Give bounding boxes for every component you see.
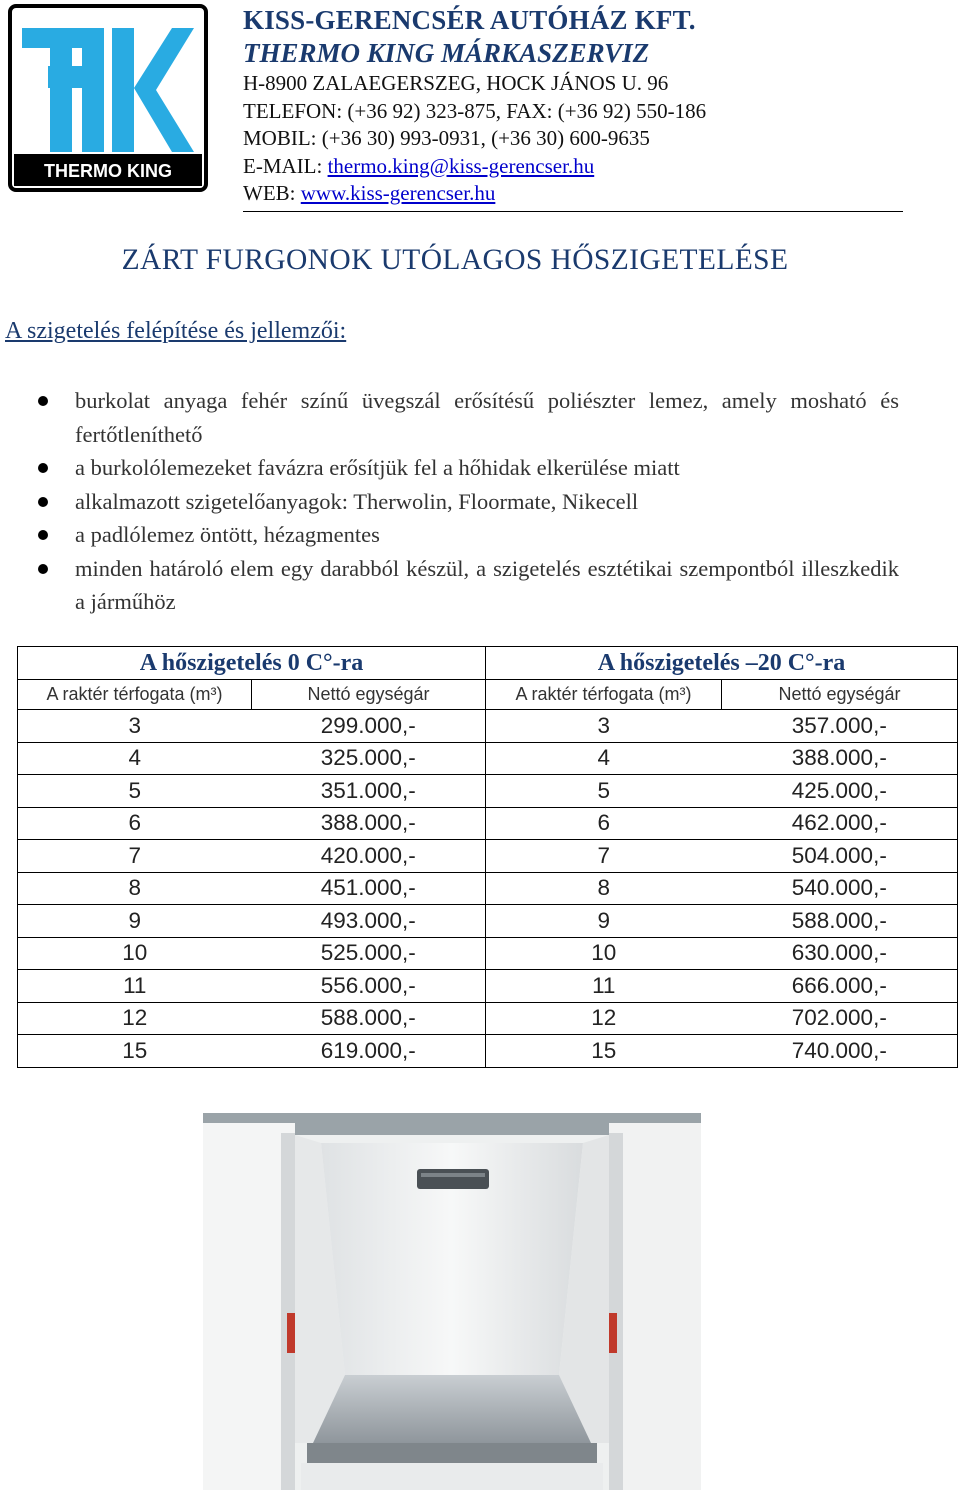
price-cell: 630.000,- — [722, 937, 958, 970]
price-cell: 388.000,- — [722, 742, 958, 775]
price-cell: 351.000,- — [252, 775, 486, 808]
price-cell: 525.000,- — [252, 937, 486, 970]
list-item — [37, 451, 899, 485]
logo-wordmark: THERMO KING — [44, 161, 172, 181]
volume-cell: 8 — [18, 872, 252, 905]
company-name: KISS-GERENCSÉR AUTÓHÁZ KFT. — [243, 5, 696, 35]
price-cell: 504.000,- — [722, 840, 958, 873]
price-cell: 493.000,- — [252, 905, 486, 938]
volume-cell: 6 — [486, 807, 722, 840]
thermo-king-logo — [8, 4, 208, 192]
table-row — [18, 1035, 958, 1068]
bullet-icon — [38, 396, 48, 406]
section-heading: A szigetelés felépítése és jellemzői: — [5, 318, 347, 344]
volume-cell: 12 — [486, 1002, 722, 1035]
list-item — [37, 552, 899, 619]
volume-cell: 4 — [486, 742, 722, 775]
volume-cell: 10 — [18, 937, 252, 970]
price-cell: 666.000,- — [722, 970, 958, 1003]
volume-cell: 4 — [18, 742, 252, 775]
price-cell: 299.000,- — [252, 710, 486, 743]
column-header-volume: A raktér térfogata (m³) — [486, 680, 722, 710]
price-cell: 619.000,- — [252, 1035, 486, 1068]
email-line — [243, 153, 903, 181]
table-row — [18, 937, 958, 970]
table-row — [18, 807, 958, 840]
bullet-icon — [38, 530, 48, 540]
volume-cell: 6 — [18, 807, 252, 840]
group-header-minus20c: A hőszigetelés –20 C°-ra — [486, 647, 958, 680]
email-label: E-MAIL: — [243, 153, 328, 178]
table-row — [18, 710, 958, 743]
header-divider — [243, 211, 903, 212]
table-row — [18, 742, 958, 775]
bullet-icon — [38, 497, 48, 507]
volume-cell: 11 — [18, 970, 252, 1003]
volume-cell: 7 — [486, 840, 722, 873]
van-interior-image — [203, 1113, 701, 1490]
table-row — [18, 840, 958, 873]
page-title: ZÁRT FURGONOK UTÓLAGOS HŐSZIGETELÉSE — [121, 244, 789, 276]
volume-cell: 15 — [18, 1035, 252, 1068]
price-table-body — [18, 710, 958, 1068]
table-row — [18, 970, 958, 1003]
price-cell: 357.000,- — [722, 710, 958, 743]
feature-text: a padlólemez öntött, hézagmentes — [75, 522, 380, 547]
column-header-price: Nettó egységár — [722, 680, 958, 710]
web-label: WEB: — [243, 181, 301, 205]
bullet-icon — [38, 564, 48, 574]
phone-fax: TELEFON: (+36 92) 323-875, FAX: (+36 92) 550-186 — [243, 98, 707, 123]
volume-cell: 3 — [18, 710, 252, 743]
price-cell: 588.000,- — [722, 905, 958, 938]
volume-cell: 3 — [486, 710, 722, 743]
column-header-volume: A raktér térfogata (m³) — [18, 680, 252, 710]
table-row — [18, 872, 958, 905]
group-header-0c: A hőszigetelés 0 C°-ra — [18, 647, 486, 680]
volume-cell: 12 — [18, 1002, 252, 1035]
volume-cell: 9 — [18, 905, 252, 938]
price-cell: 540.000,- — [722, 872, 958, 905]
price-cell: 451.000,- — [252, 872, 486, 905]
price-cell: 740.000,- — [722, 1035, 958, 1068]
price-cell: 588.000,- — [252, 1002, 486, 1035]
address: H-8900 ZALAEGERSZEG, HOCK JÁNOS U. 96 — [243, 71, 669, 95]
price-cell: 388.000,- — [252, 807, 486, 840]
feature-list — [37, 384, 899, 619]
price-table — [17, 646, 958, 1068]
list-item — [37, 485, 899, 519]
volume-cell: 15 — [486, 1035, 722, 1068]
company-info — [243, 4, 903, 208]
web-line — [243, 180, 903, 208]
list-item — [37, 518, 899, 552]
feature-text: burkolat anyaga fehér színű üvegszál erősítésű poliészter lemez, amely mosható és fertőtleníthető — [75, 388, 899, 447]
column-header-price: Nettó egységár — [252, 680, 486, 710]
feature-text: alkalmazott szigetelőanyagok: Therwolin, Floormate, Nikecell — [75, 488, 639, 514]
volume-cell: 9 — [486, 905, 722, 938]
web-link[interactable]: www.kiss-gerencser.hu — [300, 181, 496, 205]
volume-cell: 5 — [18, 775, 252, 808]
brand-service: THERMO KING MÁRKASZERVIZ — [243, 38, 650, 68]
volume-cell: 11 — [486, 970, 722, 1003]
table-row — [18, 1002, 958, 1035]
price-cell: 425.000,- — [722, 775, 958, 808]
volume-cell: 10 — [486, 937, 722, 970]
price-cell: 462.000,- — [722, 807, 958, 840]
table-row — [18, 905, 958, 938]
email-link[interactable]: thermo.king@kiss-gerencser.hu — [327, 153, 595, 178]
mobile-phones: MOBIL: (+36 30) 993-0931, (+36 30) 600-9635 — [243, 126, 650, 150]
feature-text: a burkolólemezeket favázra erősítjük fel a hőhidak elkerülése miatt — [75, 455, 680, 480]
volume-cell: 8 — [486, 872, 722, 905]
bullet-icon — [38, 463, 48, 473]
price-cell: 702.000,- — [722, 1002, 958, 1035]
list-item — [37, 384, 899, 451]
volume-cell: 5 — [486, 775, 722, 808]
price-cell: 325.000,- — [252, 742, 486, 775]
van-interior-photo — [203, 1113, 701, 1490]
price-cell: 556.000,- — [252, 970, 486, 1003]
feature-text: minden határoló elem egy darabból készül, a szigetelés esztétikai szempontból illeszkedik a járműhöz — [75, 555, 899, 614]
price-cell: 420.000,- — [252, 840, 486, 873]
thermo-king-logo-graphic — [8, 4, 208, 192]
volume-cell: 7 — [18, 840, 252, 873]
table-row — [18, 775, 958, 808]
